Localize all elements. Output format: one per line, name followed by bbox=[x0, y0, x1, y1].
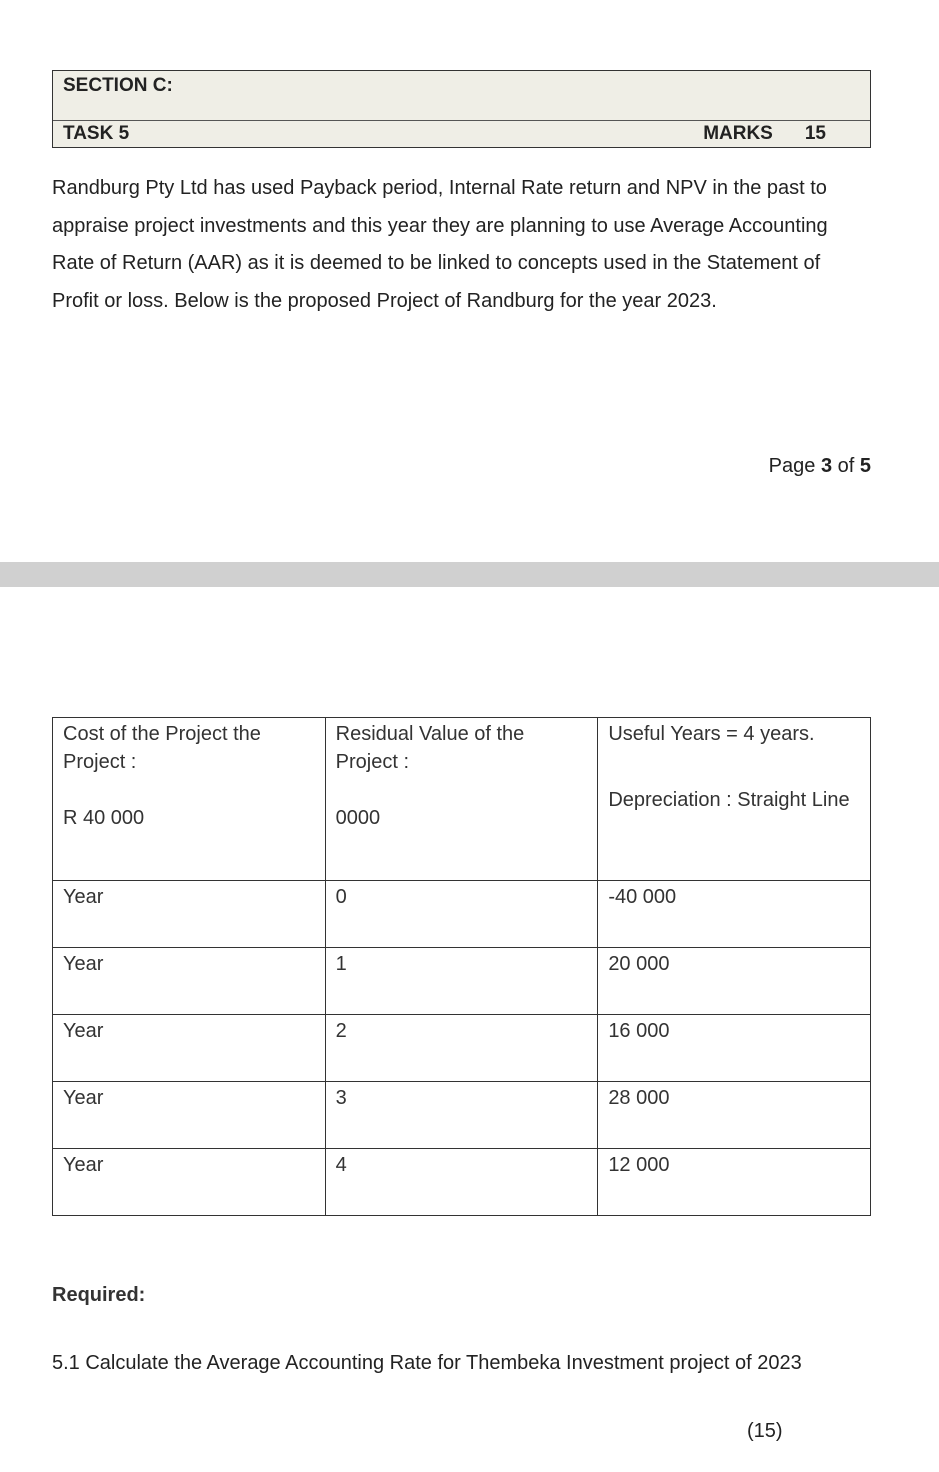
useful-cell bbox=[598, 718, 871, 881]
required-heading: Required: bbox=[52, 1284, 146, 1306]
year-number: 0 bbox=[325, 881, 598, 948]
page-current: 3 bbox=[820, 455, 833, 477]
year-label: Year bbox=[53, 1015, 326, 1082]
project-table bbox=[52, 717, 871, 1216]
marks-value: 15 bbox=[804, 123, 826, 144]
question-marks: (15) bbox=[747, 1420, 783, 1442]
page-of: of bbox=[837, 455, 855, 477]
intro-paragraph: Randburg Pty Ltd has used Payback period, Internal Rate return and NPV in the past to appraise project investments and this year they are planning to use Average Accounting Rate of Return (AAR) as it is deemed to be linked to concepts used in the Statement of Profit or loss. Below is the proposed Project of Randburg for the year 2023. bbox=[52, 177, 828, 312]
depreciation: Depreciation : Straight Line bbox=[608, 789, 850, 811]
page-prefix: Page bbox=[768, 455, 816, 477]
table-row bbox=[53, 1015, 871, 1082]
page-total: 5 bbox=[859, 455, 871, 477]
year-label: Year bbox=[53, 948, 326, 1015]
cost-label: Cost of the Project the Project : bbox=[63, 723, 261, 773]
table-row bbox=[53, 948, 871, 1015]
table-row bbox=[53, 1082, 871, 1149]
table-row bbox=[53, 881, 871, 948]
year-number: 3 bbox=[325, 1082, 598, 1149]
residual-cell bbox=[325, 718, 598, 881]
cash-flow: 20 000 bbox=[598, 948, 871, 1015]
cost-value: R 40 000 bbox=[63, 807, 145, 829]
cash-flow: 12 000 bbox=[598, 1149, 871, 1216]
year-number: 1 bbox=[325, 948, 598, 1015]
question-text: 5.1 Calculate the Average Accounting Rate for Thembeka Investment project of 2023 bbox=[52, 1352, 802, 1374]
year-label: Year bbox=[53, 881, 326, 948]
cost-cell bbox=[53, 718, 326, 881]
page-separator bbox=[0, 562, 939, 587]
cash-flow: 28 000 bbox=[598, 1082, 871, 1149]
page-number bbox=[769, 455, 871, 478]
residual-label: Residual Value of the Project : bbox=[335, 723, 525, 773]
year-number: 2 bbox=[325, 1015, 598, 1082]
useful-years: Useful Years = 4 years. bbox=[608, 723, 815, 745]
residual-value: 0000 bbox=[335, 807, 381, 829]
marks-label: MARKS bbox=[703, 123, 773, 144]
cash-flow: -40 000 bbox=[598, 881, 871, 948]
year-label: Year bbox=[53, 1149, 326, 1216]
section-title: SECTION C: bbox=[63, 75, 173, 96]
year-number: 4 bbox=[325, 1149, 598, 1216]
year-label: Year bbox=[53, 1082, 326, 1149]
cash-flow: 16 000 bbox=[598, 1015, 871, 1082]
task-label: TASK 5 bbox=[63, 123, 130, 144]
table-row bbox=[53, 1149, 871, 1216]
section-header bbox=[52, 70, 871, 148]
